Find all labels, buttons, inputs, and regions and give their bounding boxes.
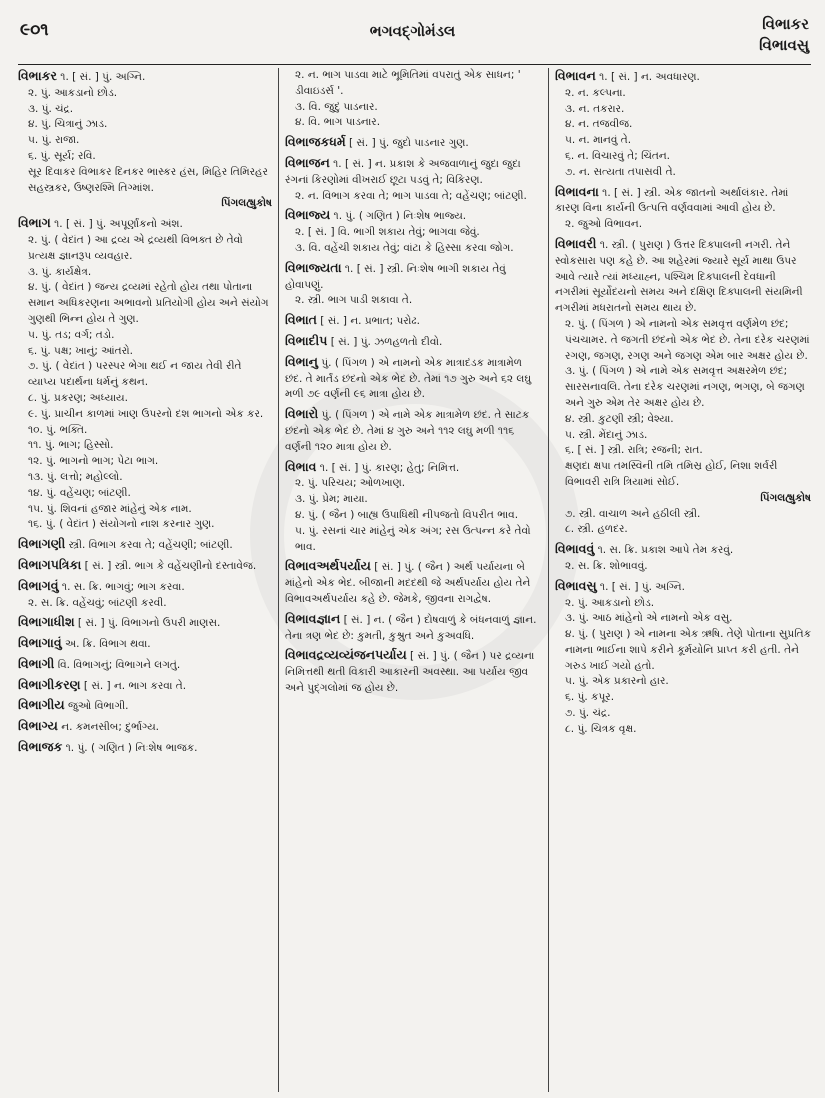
column-1 bbox=[18, 68, 278, 1092]
entry-sense: ૨. ન. કલ્પના. bbox=[565, 86, 626, 99]
headword: વિભાગ bbox=[18, 215, 51, 231]
entry-sense: ૨. પું. પરિચય; ઓળખાણ. bbox=[295, 477, 406, 490]
headword: વિભાવના bbox=[555, 183, 599, 199]
entry-first-line: વિભાજ્યતા ૧. [ સં. ] સ્ત્રી. નિઃશેષ ભાગી શકાય તેવું હોવાપણું. bbox=[285, 259, 506, 291]
entry-first-line: વિભાવદ્રવ્યવ્યંજનપર્યાય [ સં. ] પું. ( જૈન ) પર દ્રવ્યના નિમિત્તથી થતી વિકારી આકારની અવસ્થા. આ પર્યાય જીવ અને પુદ્ગલોમાં જ હોય છે. bbox=[285, 647, 535, 694]
entry-first-line: વિભાગાધીશ [ સં. ] પું. વિભાગનો ઉપરી માણસ. bbox=[18, 614, 221, 630]
dictionary-entry bbox=[18, 614, 272, 632]
entry-sense: ૧૨. પું. ભાગનો ભાગ; પેટા ભાગ. bbox=[28, 455, 159, 468]
entry-sense: ૨. સ્ત્રી. ભાગ પાડી શકાવા તે. bbox=[295, 294, 413, 307]
headword: વિભાગીય bbox=[18, 697, 65, 713]
entry-sense: સૂર દિવાકર વિભાકર દિનકર ભાસ્કર હંસ, મિહિર તિમિરહર સહસ્ત્રકર, ઉષ્ણરશ્મિ તિગ્માંશ. bbox=[28, 165, 268, 194]
entry-first-line: વિભાગીય જુઓ વિભાગી. bbox=[18, 697, 129, 713]
dictionary-entry bbox=[285, 134, 542, 152]
dictionary-entry bbox=[285, 312, 542, 330]
source-citation: પિંગલહ્યુકોષ bbox=[221, 197, 272, 210]
dictionary-entry bbox=[555, 68, 811, 181]
entry-sense: ૬. પું. પક્ષ; ખાનું; આંતરો. bbox=[28, 344, 133, 357]
headword: વિભાદીપ bbox=[285, 332, 328, 348]
header-rule bbox=[18, 64, 811, 65]
dictionary-entry bbox=[18, 578, 272, 612]
headword: વિભારો bbox=[285, 406, 319, 422]
headword: વિભાનુ bbox=[285, 353, 318, 369]
entry-sense: ૭. સ્ત્રી. વાચાળ અને હઠીલી સ્ત્રી. bbox=[565, 507, 701, 520]
headword: વિભાજન bbox=[285, 154, 330, 170]
entry-sense: ૫. ન. માનવું તે. bbox=[565, 134, 632, 147]
entry-sense: ૧૪. પું. વહેંચણ; બાંટણી. bbox=[28, 486, 131, 499]
entry-first-line: વિભાગીકરણ [ સં. ] ન. ભાગ કરવા તે. bbox=[18, 676, 187, 692]
entry-sense: ૩. પું. ચંદ્ર. bbox=[28, 102, 74, 115]
column-2 bbox=[278, 68, 548, 1092]
headword: વિભાગી bbox=[18, 655, 55, 671]
entry-first-line: વિભાજ્ય ૧. પું. ( ગણિત ) નિઃશેષ ભાજ્ય. bbox=[285, 207, 467, 223]
entry-sense: ૭. પું. ચંદ્ર. bbox=[565, 707, 611, 720]
dictionary-entry bbox=[285, 68, 542, 131]
entry-sense: ૨. પું. ( વેદાંત ) આ દ્રવ્ય એ દ્રવ્યથી વિભક્ત છે તેવો પ્રત્યક્ષ જ્ઞાનરૂપ વ્યવહાર. bbox=[28, 233, 243, 262]
entry-sense: ૫. પું. રસનાં ચાર માંહેનું એક અંગ; રસ ઉત્પન્ન કરે તેવો ભાવ. bbox=[295, 524, 531, 553]
entry-sense: ૪. પું. ( પુરાણ ) એ નામના એક ઋષિ. તેણે પોતાના સુપ્રતિક નામના ભાઈના શાપે કરીને કૂર્મયોનિ પ્રાપ્ત કરી હતી. તેને ગરુડ ખાઈ ગયો હતો. bbox=[565, 628, 811, 672]
entry-sense: ૧૬. પું. ( વેદાંત ) સંયોગનો નાશ કરનાર ગુણ. bbox=[28, 518, 215, 531]
dictionary-entry bbox=[18, 536, 272, 554]
source-citation: પિંગલહ્યુકોષ bbox=[760, 491, 811, 504]
dictionary-entry bbox=[555, 184, 811, 233]
dictionary-entry bbox=[285, 260, 542, 309]
dictionary-entry bbox=[285, 333, 542, 351]
entry-first-line: વિભાગી વિ. વિભાગનું; વિભાગને લગતું. bbox=[18, 655, 181, 671]
page-number: ૯૦૧ bbox=[20, 20, 49, 40]
entry-sense: ૩. પું. ( પિંગળ ) એ નામે એક સમવૃત્ત અક્ષરમેળ છંદ; સારસનાવલિ. તેના દરેક ચરણમાં નગણ, ભગણ, બે જગણ અને ગુરુ એમ તેર અક્ષર હોય છે. bbox=[565, 365, 805, 409]
dictionary-entry bbox=[18, 697, 272, 715]
entry-first-line: વિભાગપત્રિકા [ સં. ] સ્ત્રી. ભાગ કે વહેંચણીનો દસ્તાવેજ. bbox=[18, 556, 257, 572]
entry-sense: ૬. પું. સૂર્ય; રવિ. bbox=[28, 149, 96, 162]
entry-sense: ૫. પું. તડ; વર્ગ; તડો. bbox=[28, 328, 115, 341]
headword: વિભાગ્ય bbox=[18, 718, 58, 734]
dictionary-entry bbox=[18, 739, 272, 757]
entry-first-line: વિભાવન ૧. [ સં. ] ન. અવધારણ. bbox=[555, 68, 700, 83]
dictionary-entry bbox=[285, 354, 542, 403]
entry-first-line: વિભાનુ પું. ( પિંગળ ) એ નામનો એક માત્રાદંડક માત્રામેળ છંદ. તે માર્તંડ છંદનો એક ભેદ છે. તેમાં ૧૭ ગુરુ અને ૬૨ લઘુ મળી ૭૯ વર્ણની ૯૬ માત્રા હોય છે. bbox=[285, 353, 532, 401]
entry-sense: ૭. ન. સત્યતા તપાસવી તે. bbox=[565, 165, 676, 178]
headword: વિભાવ bbox=[285, 458, 317, 474]
dictionary-entry bbox=[18, 656, 272, 674]
entry-first-line: વિભાકર ૧. [ સં. ] પું. અગ્નિ. bbox=[18, 68, 146, 83]
entry-first-line: વિભાત [ સં. ] ન. પ્રભાત; પરોઢ. bbox=[285, 312, 420, 328]
entry-sense: ૫. પું. રાજા. bbox=[28, 134, 80, 147]
entry-sense: ૫. પું. એક પ્રકારનો હાર. bbox=[565, 675, 669, 688]
entry-sense: ૩. વિ. જુદું પાડનાર. bbox=[295, 100, 378, 113]
entry-first-line: વિભાવવું ૧. સ. ક્રિ. પ્રકાશ આપે તેમ કરવું. bbox=[555, 541, 734, 557]
dictionary-entry bbox=[18, 635, 272, 653]
headword: વિભાગણી bbox=[18, 536, 66, 552]
running-title: ભગવદ્ગોમંડલ bbox=[369, 22, 456, 40]
dictionary-entry bbox=[18, 68, 272, 212]
headword: વિભાકર bbox=[18, 68, 57, 83]
dictionary-entry bbox=[555, 541, 811, 575]
entry-first-line: વિભાવ ૧. [ સં. ] પું. કારણ; હેતુ; નિમિત્ત. bbox=[285, 458, 460, 474]
entry-sense: ૧૦. પું. ભક્તિ. bbox=[28, 423, 88, 436]
entry-first-line: વિભાવસુ ૧. [ સં. ] પું. અગ્નિ. bbox=[555, 577, 685, 593]
entry-sense: ૬. પું. કપૂર. bbox=[565, 691, 615, 704]
entry-sense: ક્ષણદા ક્ષપા તમસ્વિની તમિ તમિસ્ર હોઈ, નિશા શર્વરી વિભાવરી રાત્રિ ત્રિયામાં સોઈ. bbox=[565, 460, 778, 488]
entry-first-line: વિભારો પું. ( પિંગળ ) એ નામે એક માત્રામેળ છંદ. તે સાટક છંદનો એક ભેદ છે. તેમાં ૪ ગુરુ અને ૧૧૨ લઘુ મળી ૧૧૬ વર્ણની ૧૨૦ માત્રા હોય છે. bbox=[285, 406, 530, 453]
entry-sense: ૨. સ. ક્રિ. વહેંચવું; બાંટણી કરવી. bbox=[28, 596, 167, 609]
entry-sense: ૪. વિ. ભાગ પાડનાર. bbox=[295, 116, 381, 129]
entry-sense: ૩. પું. આઠ માંહેનો એ નામનો એક વસુ. bbox=[565, 612, 733, 625]
entry-sense: ૪. પું. ( વેદાંત ) જન્ય દ્રવ્યમાં રહેતો હોય તથા પોતાના સમાન અધિકરણના અભાવનો પ્રતિયોગી હોય અને સંયોગ ગુણથી ભિન્ન હોય તે ગુણ. bbox=[28, 281, 269, 325]
guide-word-first: વિભાકર bbox=[762, 15, 809, 33]
headword: વિભાવઅર્થપર્યાય bbox=[285, 558, 371, 574]
guide-word-last: વિભાવસુ bbox=[759, 36, 809, 54]
dictionary-entry bbox=[285, 406, 542, 455]
headword: વિભાવવું bbox=[555, 541, 595, 557]
entry-sense: ૫. સ્ત્રી. મેંદાનું ઝાડ. bbox=[565, 428, 648, 441]
entry-sense: ૪. પું. ચિત્રાનું ઝાડ. bbox=[28, 118, 108, 131]
entry-sense: ૮. પું. પ્રકરણ; અધ્યાય. bbox=[28, 391, 128, 404]
entry-sense: ૮. સ્ત્રી. હળદર. bbox=[565, 523, 628, 536]
entry-first-line: વિભાગ ૧. [ સં. ] પું. અપૂર્ણાંકનો અંશ. bbox=[18, 215, 183, 231]
headword: વિભાવજ્ઞાન bbox=[285, 610, 341, 626]
entry-first-line: વિભાવઅર્થપર્યાય [ સં. ] પું. ( જૈન ) અર્થ પર્યાયના બે માંહેનો એક ભેદ. બીજાની મદદથી જે અર્થપર્યાય હોય તેને વિભાવઅર્થપર્યાય કહે છે. જેમકે, જીવના રાગદ્વેષ. bbox=[285, 558, 531, 605]
headword: વિભાગાધીશ bbox=[18, 614, 75, 630]
headword: વિભાવન bbox=[555, 68, 596, 83]
entry-sense: ૭. પું. ( વેદાંત ) પરસ્પર ભેગા થઈ ન જાય તેવી રીતે વ્યાપ્ય પદાર્થના ધર્મનું કથન. bbox=[28, 360, 242, 389]
entry-first-line: વિભાવજ્ઞાન [ સં. ] ન. ( જૈન ) દોષવાળું કે બંધનવાળું જ્ઞાન. તેના ત્રણ ભેદ છે: કુમતી, કુશ્રુત અને કુઅવધિ. bbox=[285, 610, 537, 642]
entry-sense: ૩. પું. પ્રેમ; માયા. bbox=[295, 493, 368, 506]
entry-first-line: વિભાગાવું અ. ક્રિ. વિભાગ થવા. bbox=[18, 635, 151, 651]
entry-sense: ૩. ન. તકરાર. bbox=[565, 102, 625, 115]
guide-words bbox=[759, 14, 809, 56]
dictionary-entry bbox=[285, 459, 542, 556]
entry-sense: ૨. [ સં. ] વિ. ભાગી શકાય તેવું; ભાગવા જેવું. bbox=[295, 226, 480, 239]
entry-sense: ૪. સ્ત્રી. કુટણી સ્ત્રી; વેશ્યા. bbox=[565, 412, 674, 425]
headword: વિભાજ્ય bbox=[285, 207, 331, 223]
entry-sense: ૨. ન. વિભાગ કરવા તે; ભાગ પાડવા તે; વહેંચણ; બાંટણી. bbox=[295, 189, 527, 202]
dictionary-entry bbox=[555, 236, 811, 538]
entry-first-line: વિભાજન ૧. [ સં. ] ન. પ્રકાશ કે અજવાળાનું જુદા જુદા રંગનાં કિરણોમાં વીખરાઈ છૂટા પડવું તે; વિકિરણ. bbox=[285, 154, 521, 186]
entry-sense: ૧૫. પું. શિવનાં હજાર માંહેનું એક નામ. bbox=[28, 502, 192, 515]
page-header bbox=[0, 0, 825, 66]
dictionary-entry bbox=[285, 207, 542, 256]
entry-sense: ૧૩. પું. લત્તો; મહોલ્લો. bbox=[28, 470, 123, 483]
entry-sense: ૨. સ. ક્રિ. શોભાવવું. bbox=[565, 559, 648, 572]
headword: વિભાજક bbox=[18, 739, 63, 755]
entry-first-line: વિભાવના ૧. [ સં. ] સ્ત્રી. એક જાતનો અર્થાલંકાર. તેમાં કારણ વિના કાર્યની ઉત્પત્તિ વર્ણવવામાં આવી હોય છે. bbox=[555, 183, 789, 215]
dictionary-entry bbox=[285, 611, 542, 645]
dictionary-entry bbox=[18, 215, 272, 533]
entry-first-line: વિભાવરી ૧. સ્ત્રી. ( પુરાણ ) ઉત્તર દિક્પાલની નગરી. તેને સ્વોકસારા પણ કહે છે. આ શહેરમાં જ્યારે સૂર્ય માથા ઉપર આવે ત્યારે ત્યાં મધ્યાહ્ન, પશ્ચિમ દિક્પાલની દેવધાની નગરીમાં સૂર્યોદયનો સમય અને દક્ષિણ દિક્પાલની સંયમિની નગરીમાં મધરાતનો સમય થાય છે. bbox=[555, 235, 803, 315]
entry-sense: ૯. પું. પ્રાચીન કાળમાં ખાણ ઉપરનો દશ ભાગનો એક કર. bbox=[28, 407, 264, 420]
entry-sense: ૨. પું. આકડાનો છોડ. bbox=[565, 596, 655, 609]
entry-sense: ૨. ન. ભાગ પાડવા માટે ભૂમિતિમાં વપરાતું એક સાધન; ' ડીવાઇડર્સ '. bbox=[295, 69, 521, 97]
headword: વિભાત bbox=[285, 312, 317, 328]
dictionary-entry bbox=[285, 558, 542, 607]
entry-sense: ૩. પું. કાર્યક્ષેત્ર. bbox=[28, 265, 92, 278]
entry-sense: ૬. ન. વિચારવું તે; ચિંતન. bbox=[565, 149, 670, 162]
dictionary-entry bbox=[285, 647, 542, 696]
dictionary-entry bbox=[18, 677, 272, 695]
entry-sense: ૩. વિ. વહેંચી શકાય તેવું; વાંટા કે હિસ્સા કરવા જોગ. bbox=[295, 241, 514, 254]
headword: વિભાજ્યતા bbox=[285, 259, 342, 275]
entry-first-line: વિભાદીપ [ સં. ] પું. ઝળહળતો દીવો. bbox=[285, 332, 443, 348]
column-3 bbox=[548, 68, 811, 1092]
headword: વિભાવદ્રવ્યવ્યંજનપર્યાય bbox=[285, 647, 407, 663]
entry-sense: ૬. [ સં. ] સ્ત્રી. રાત્રિ; રજની; રાત. bbox=[565, 444, 703, 457]
dictionary-entry bbox=[18, 718, 272, 736]
entry-sense: ૪. ન. તજવીજ. bbox=[565, 118, 633, 131]
dictionary-entry bbox=[555, 578, 811, 738]
entry-sense: ૨. પું. આકડાનો છોડ. bbox=[28, 86, 118, 99]
headword: વિભાગીકરણ bbox=[18, 676, 81, 692]
entry-sense: ૪. પું. ( જૈન ) બાહ્ય ઉપાધિથી નીપજતો વિપરીત ભાવ. bbox=[295, 508, 519, 521]
entry-sense: ૧૧. પું. ભાગ; હિસ્સો. bbox=[28, 439, 114, 452]
entry-first-line: વિભાજક ૧. પું. ( ગણિત ) નિઃશેષ ભાજક. bbox=[18, 739, 198, 755]
entry-sense: ૨. જુઓ વિભાવન. bbox=[565, 218, 643, 231]
headword: વિભાગાવું bbox=[18, 635, 62, 651]
dictionary-columns bbox=[18, 68, 811, 1092]
headword: વિભાવસુ bbox=[555, 577, 597, 593]
headword: વિભાગવું bbox=[18, 577, 59, 593]
entry-first-line: વિભાગણી સ્ત્રી. વિભાગ કરવા તે; વહેંચણી; બાંટણી. bbox=[18, 536, 233, 552]
headword: વિભાગપત્રિકા bbox=[18, 556, 82, 572]
entry-sense: ૨. પું. ( પિંગળ ) એ નામનો એક સમવૃત્ત વર્ણમેળ છંદ; પંચચામર. તે જગતી છંદનો એક ભેદ છે. તેના દરેક ચરણમાં રગણ, જગણ, રગણ અને જગણ એમ બાર અક્ષર હોય છે. bbox=[565, 317, 810, 362]
entry-first-line: વિભાજકધર્મ [ સં. ] પું. જુદો પાડનાર ગુણ. bbox=[285, 134, 469, 150]
headword: વિભાજકધર્મ bbox=[285, 134, 346, 150]
headword: વિભાવરી bbox=[555, 235, 597, 251]
entry-first-line: વિભાગવું ૧. સ. ક્રિ. ભાગવું; ભાગ કરવા. bbox=[18, 577, 185, 593]
entry-first-line: વિભાગ્ય ન. કમનસીબ; દુર્ભાગ્ય. bbox=[18, 718, 160, 734]
dictionary-entry bbox=[18, 557, 272, 575]
dictionary-entry bbox=[285, 155, 542, 204]
entry-sense: ૮. પું. ચિત્રક વૃક્ષ. bbox=[565, 722, 637, 735]
